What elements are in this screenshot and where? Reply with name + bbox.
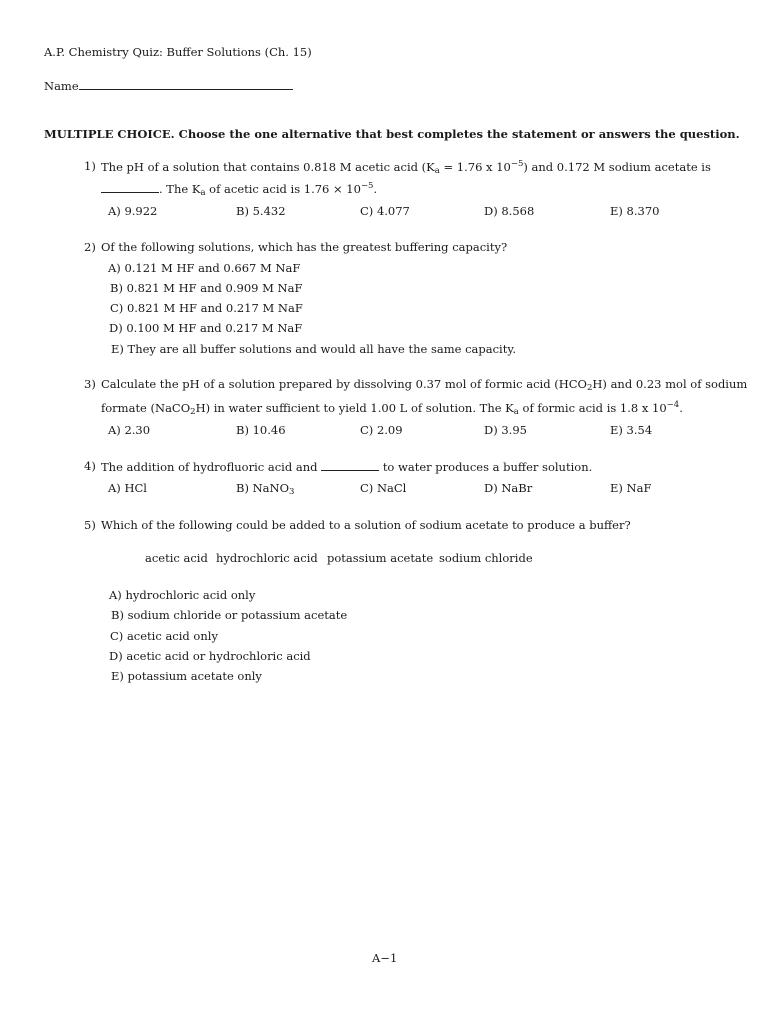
choice-item: potassium acetate [327,551,434,565]
option-e: E) 3.54 [610,423,653,437]
question-number: 2) [84,240,96,254]
option-d: D) acetic acid or hydrochloric acid [109,649,311,663]
question-text-line-2: . The $K_a$ of acetic acid is $1.76 \times 10^{-5}$. [101,181,377,198]
page-number: A−1 [372,951,398,965]
option-c: C) acetic acid only [110,629,218,643]
option-a: A) 2.30 [108,423,151,437]
answer-blank [321,459,379,471]
option-c: C) 4.077 [360,204,410,218]
option-d: D) 3.95 [484,423,527,437]
option-b: B) 0.821 M HF and 0.909 M NaF [110,281,303,295]
option-a: A) HCl [108,481,147,495]
question-text-line-1: Calculate the pH of a solution prepared by dissolving 0.37 mol of formic acid $(HCO_2H)$ and 0.23 mol of sodium [101,377,748,393]
option-e: E) 8.370 [610,204,660,218]
question-number: 5) [84,518,96,532]
instructions: MULTIPLE CHOICE. Choose the one alternative that best completes the statement or answers the question. [44,127,740,141]
question-number: 4) [84,459,96,473]
name-field [44,78,293,93]
option-c: C) 2.09 [360,423,403,437]
option-e: E) NaF [610,481,652,495]
question-text: Of the following solutions, which has the greatest buffering capacity? [101,240,508,254]
option-c: C) NaCl [360,481,407,495]
option-a: A) hydrochloric acid only [109,588,256,602]
option-d: D) NaBr [484,481,533,495]
choice-item: sodium chloride [439,551,533,565]
option-a: A) 0.121 M HF and 0.667 M NaF [108,261,301,275]
quiz-title: A.P. Chemistry Quiz: Buffer Solutions (Ch. 15) [44,45,312,59]
option-e: E) They are all buffer solutions and would all have the same capacity. [111,342,516,356]
name-label: Name [44,79,79,93]
question-text-line-1: The pH of a solution that contains 0.818 M acetic acid ($K_a = 1.76$ x $10^{-5}$) and 0.172 M sodium acetate is [101,159,711,176]
option-a: A) 9.922 [108,204,158,218]
option-e: E) potassium acetate only [111,669,262,683]
name-blank-line [79,78,293,90]
option-b: B) NaNO$_3$ [236,481,295,497]
option-c: C) 0.821 M HF and 0.217 M NaF [110,301,303,315]
question-text: Which of the following could be added to a solution of sodium acetate to produce a buffer? [101,518,631,532]
option-b: B) 5.432 [236,204,286,218]
option-d: D) 8.568 [484,204,535,218]
answer-blank [101,181,159,193]
question-number: 3) [84,377,96,391]
option-b: B) 10.46 [236,423,286,437]
question-text: The addition of hydrofluoric acid and to water produces a buffer solution. [101,460,593,474]
question-text-line-2: formate (NaCO$_2$H) in water sufficient to yield 1.00 L of solution. The $K_a$ of formic acid is 1.8 x $10^{-4}$. [101,400,683,417]
choice-item: acetic acid [145,551,208,565]
question-number: 1) [84,159,96,173]
option-b: B) sodium chloride or potassium acetate [111,608,348,622]
choice-item: hydrochloric acid [216,551,318,565]
option-d: D) 0.100 M HF and 0.217 M NaF [109,321,303,335]
